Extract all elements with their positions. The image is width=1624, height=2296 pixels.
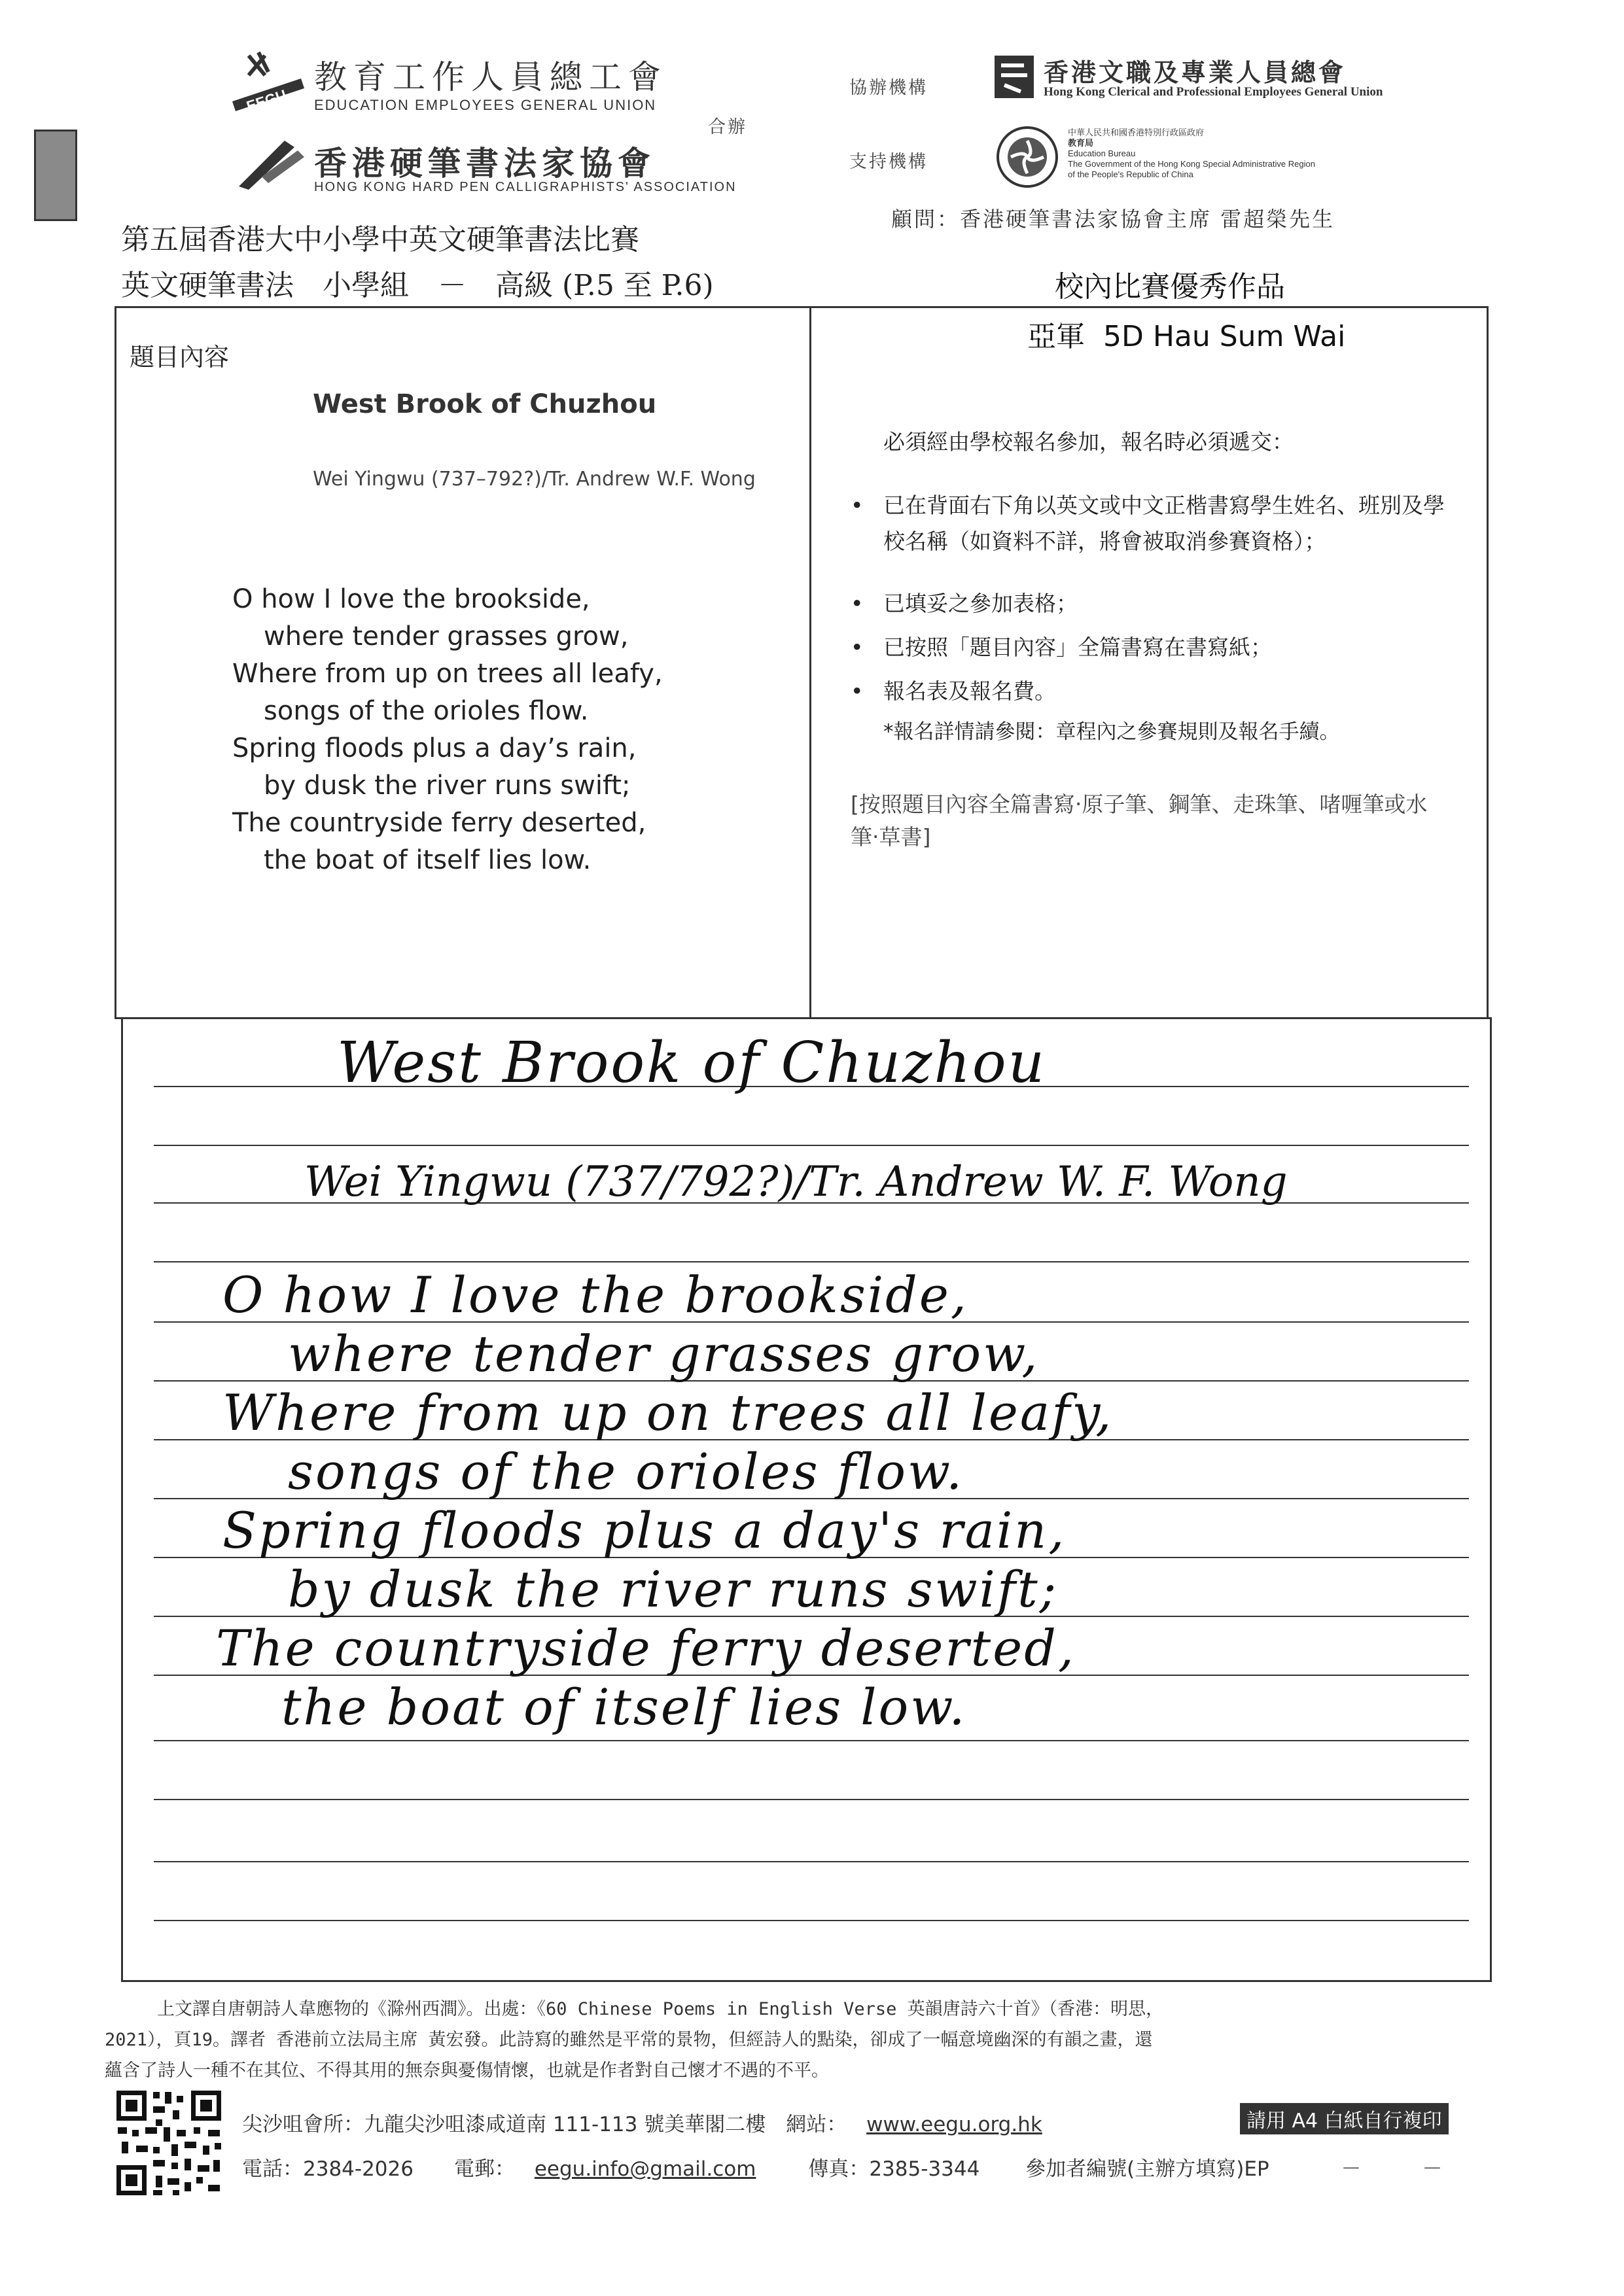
supporter-line2: 教育局 [1068, 138, 1094, 148]
poem-title: West Brook of Chuzhou [313, 389, 657, 419]
print-note: 請用 A4 白紙自行複印 [1240, 2103, 1449, 2134]
left-margin-mark [34, 130, 77, 221]
handwritten-line: where tender grasses grow, [288, 1325, 1040, 1383]
handwritten-author: Wei Yingwu (737/792?)/Tr. Andrew W. F. Wong [304, 1158, 1288, 1206]
requirement-item [851, 673, 1453, 709]
bullet-icon: • [851, 635, 864, 660]
award-title: 校內比賽優秀作品 [1055, 270, 1285, 304]
writing-rule [154, 1145, 1469, 1146]
handwritten-line: The countryside ferry deserted, [216, 1619, 1076, 1677]
source-note-line: 蘊含了詩人一種不在其位、不得其用的無奈與憂傷情懷，也就是作者對自己懷才不遇的不平。 [105, 2061, 829, 2081]
hkhpca-logo [236, 137, 308, 193]
requirements-note: *報名詳情請參閱：章程內之參賽規則及報名手續。 [883, 720, 1340, 744]
writing-rule [154, 1861, 1469, 1862]
address-text: 尖沙咀會所：九龍尖沙咀漆咸道南 111-113 號美華閣二樓 網站： [242, 2113, 847, 2136]
handwritten-line: by dusk the river runs swift; [288, 1560, 1059, 1618]
phone-text: 電話：2384-2026 電郵： [242, 2157, 515, 2181]
bullet-icon: • [851, 493, 864, 518]
source-note [105, 1994, 1531, 2086]
handwritten-line: Where from up on trees all leafy, [222, 1383, 1114, 1442]
poem-text [232, 581, 663, 879]
handwritten-line: the boat of itself lies low. [281, 1678, 967, 1736]
requirement-item [851, 629, 1453, 665]
supporter-label: 支持機構 [849, 152, 928, 172]
requirement-text: 已在背面右下角以英文或中文正楷書寫學生姓名、班別及學校名稱（如資料不詳，將會被取消參賽資格）； [883, 493, 1445, 554]
participant-number-label: 參加者編號(主辦方填寫)EP [1025, 2157, 1269, 2181]
supporter-text [1068, 128, 1315, 180]
co-organizer-label: 協辦機構 [849, 78, 928, 98]
writing-rule [154, 1261, 1469, 1262]
handwritten-line: songs of the orioles flow. [288, 1442, 964, 1501]
requirement-text: 已按照「題目內容」全篇書寫在書寫紙； [883, 635, 1272, 660]
source-note-line: 上文譯自唐朝詩人韋應物的《滁州西澗》。出處：《60 Chinese Poems in English Verse 英韻唐詩六十首》（香港：明思， [157, 1999, 1164, 2019]
poem-line: where tender grasses grow, [264, 621, 629, 652]
svg-text:EEGU: EEGU [244, 86, 289, 114]
poem-line: Where from up on trees all leafy, [232, 659, 663, 689]
bullet-icon: • [851, 591, 864, 616]
handwritten-line: O how I love the brookside, [222, 1266, 968, 1324]
writing-rule [154, 1920, 1469, 1921]
fax-text: 傳真：2385-3344 [808, 2157, 980, 2181]
writing-instruction: [按照題目內容全篇書寫‧原子筆、鋼筆、走珠筆、啫喱筆或水筆‧草書] [851, 791, 1428, 850]
source-note-line: 2021），頁19。譯者 香港前立法局主席 黃宏發。此詩寫的雖然是平常的景物，但經詩人的點染，卻成了一幅意境幽深的有韻之畫，還 [105, 2030, 1153, 2050]
category-title: 英文硬筆書法 小學組 － 高級 (P.5 至 P.6) [121, 269, 714, 302]
poem-author: Wei Yingwu (737–792?)/Tr. Andrew W.F. Wong [313, 468, 756, 491]
requirement-item [851, 487, 1453, 559]
requirement-text: 已填妥之參加表格； [883, 591, 1078, 616]
co-organizer-name-cn: 香港文職及專業人員總會 [1044, 58, 1347, 87]
address-line [242, 2108, 1042, 2137]
co-organizer-name-en: Hong Kong Clerical and Professional Employees General Union [1044, 85, 1383, 99]
requirement-item [851, 585, 1453, 621]
supporter-line1: 中華人民共和國香港特別行政區政府 [1068, 128, 1205, 137]
bullet-icon: • [851, 678, 864, 704]
org1-name-cn: 教育工作人員總工會 [314, 58, 667, 96]
participant-number-blank[interactable]: － － [1341, 2157, 1443, 2181]
supporter-line3: Education Bureau [1068, 148, 1136, 158]
writing-rule [154, 1799, 1469, 1800]
hksar-emblem-icon [995, 124, 1060, 190]
content-divider [809, 306, 811, 1019]
advisor-text: 顧問：香港硬筆書法家協會主席 雷超榮先生 [891, 207, 1335, 232]
website-link[interactable]: www.eegu.org.hk [866, 2113, 1042, 2136]
hkcpegu-logo [991, 52, 1037, 101]
qr-code [113, 2087, 225, 2199]
supporter-line5: of the People's Republic of China [1068, 169, 1193, 179]
eegu-logo [229, 49, 308, 114]
award-winner: 亞軍 5D Hau Sum Wai [1027, 320, 1346, 353]
contact-line [242, 2152, 1443, 2182]
requirements-heading: 必須經由學校報名參加，報名時必須遞交： [883, 429, 1294, 455]
handwritten-line: Spring floods plus a day's rain, [222, 1501, 1067, 1559]
supporter-line4: The Government of the Hong Kong Special Administrative Region [1068, 159, 1315, 169]
co-host-label: 合辦 [708, 117, 747, 137]
poem-line: by dusk the river runs swift; [264, 771, 631, 801]
poem-line: The countryside ferry deserted, [232, 808, 646, 838]
poem-line: Spring floods plus a day’s rain, [232, 733, 637, 763]
org2-name-cn: 香港硬筆書法家協會 [314, 144, 656, 183]
content-label: 題目內容 [130, 343, 230, 372]
poem-line: songs of the orioles flow. [264, 696, 589, 726]
poem-line: O how I love the brookside, [232, 584, 590, 614]
org1-name-en: EDUCATION EMPLOYEES GENERAL UNION [314, 97, 657, 113]
competition-title: 第五屆香港大中小學中英文硬筆書法比賽 [121, 223, 639, 256]
requirements-list [851, 487, 1453, 750]
writing-rule [154, 1740, 1469, 1741]
requirement-text: 報名表及報名費。 [883, 678, 1056, 704]
email-link[interactable]: eegu.info@gmail.com [534, 2157, 756, 2181]
handwritten-title: West Brook of Chuzhou [337, 1030, 1046, 1096]
poem-line: the boat of itself lies low. [264, 845, 591, 875]
org2-name-en: HONG KONG HARD PEN CALLIGRAPHISTS' ASSOCIATION [314, 180, 737, 194]
